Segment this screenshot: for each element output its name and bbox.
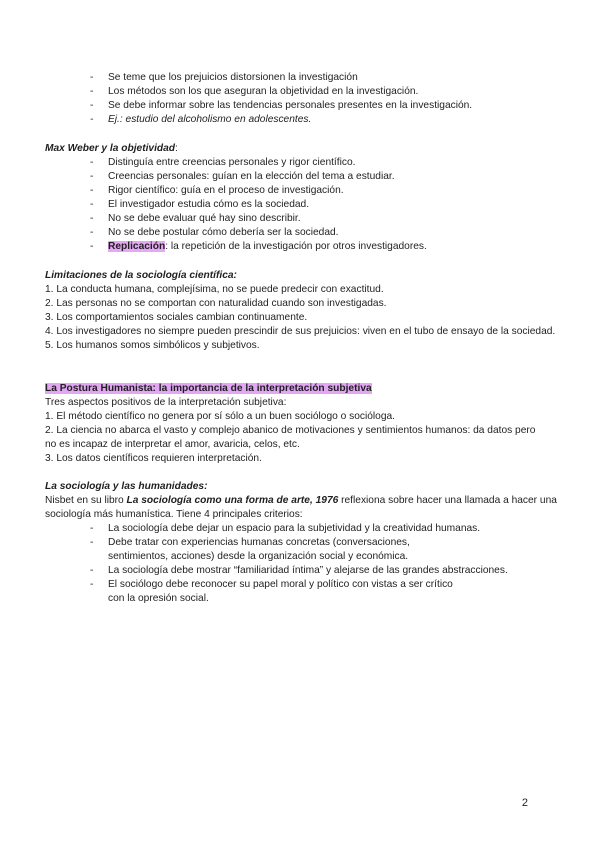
humanist-item: 3. Los datos científicos requieren interpretación. bbox=[45, 453, 262, 464]
list-item: - La sociología debe dejar un espacio para la subjetividad y la creatividad humanas. bbox=[45, 522, 565, 536]
humanities-intro bbox=[45, 494, 560, 522]
list-item: - Se debe informar sobre las tendencias personales presentes en la investigación. bbox=[45, 99, 565, 113]
humanities-intro-prefix: Nisbet en su libro bbox=[45, 495, 127, 506]
weber-heading bbox=[45, 142, 565, 156]
list-item: - Distinguía entre creencias personales y rigor científico. bbox=[45, 156, 565, 170]
humanist-section bbox=[45, 382, 565, 466]
list-item: - Debe tratar con experiencias humanas concretas (conversaciones, sentimientos, acciones) desde la organización social y económica. bbox=[45, 536, 468, 564]
list-item: - Se teme que los prejuicios distorsionen la investigación bbox=[45, 71, 565, 85]
humanist-item: 2. La ciencia no abarca el vasto y complejo abanico de motivaciones y sentimientos humanos: da datos pero no es incapaz de interpretar el amor, avaricia, celos, etc. bbox=[45, 425, 536, 450]
limitation-item: 4. Los investigadores no siempre pueden prescindir de sus prejuicios: viven en el tubo de ensayo de la sociedad. bbox=[45, 326, 556, 337]
weber-list bbox=[45, 156, 565, 254]
list-item: - Creencias personales: guían en la elección del tema a estudiar. bbox=[45, 170, 565, 184]
limitations-section bbox=[45, 269, 565, 353]
list-item: - Rigor científico: guía en el proceso de investigación. bbox=[45, 184, 565, 198]
humanities-list bbox=[45, 522, 565, 606]
weber-heading-colon: : bbox=[175, 143, 178, 154]
objectivity-list-block bbox=[45, 71, 565, 127]
list-item: - El sociólogo debe reconocer su papel moral y político con vistas a ser crítico con la opresión social. bbox=[45, 578, 468, 606]
humanities-section bbox=[45, 480, 565, 606]
book-title: La sociología como una forma de arte, 1976 bbox=[126, 495, 339, 506]
limitation-item: 5. Los humanos somos simbólicos y subjetivos. bbox=[45, 340, 260, 351]
humanist-item: 1. El método científico no genera por sí sólo a un buen sociólogo o socióloga. bbox=[45, 411, 395, 422]
humanities-heading: La sociología y las humanidades: bbox=[45, 481, 208, 492]
humanities-intro-suffix: reflexiona sobre hacer una llamada a hacer una sociología más humanística. Tiene 4 principales criterios: bbox=[45, 495, 557, 520]
list-item-replication bbox=[45, 240, 565, 254]
list-item: - El investigador estudia cómo es la sociedad. bbox=[45, 198, 565, 212]
limitations-heading: Limitaciones de la sociología científica: bbox=[45, 270, 237, 281]
limitation-item: 3. Los comportamientos sociales cambian continuamente. bbox=[45, 312, 308, 323]
list-item: - Los métodos son los que aseguran la objetividad en la investigación. bbox=[45, 85, 565, 99]
weber-section bbox=[45, 142, 565, 254]
list-item: - No se debe postular cómo debería ser la sociedad. bbox=[45, 226, 565, 240]
humanist-heading bbox=[45, 382, 565, 396]
humanist-intro: Tres aspectos positivos de la interpretación subjetiva: bbox=[45, 397, 287, 408]
list-item: - No se debe evaluar qué hay sino describir. bbox=[45, 212, 565, 226]
replication-term: Replicación bbox=[108, 241, 166, 252]
limitation-item: 2. Las personas no se comportan con naturalidad cuando son investigadas. bbox=[45, 298, 387, 309]
humanist-heading-text: La Postura Humanista: la importancia de la interpretación subjetiva bbox=[45, 383, 372, 394]
list-item-example: - Ej.: estudio del alcoholismo en adolescentes. bbox=[45, 113, 565, 127]
replication-text: : la repetición de la investigación por otros investigadores. bbox=[165, 241, 427, 252]
objectivity-list bbox=[45, 71, 565, 127]
limitation-item: 1. La conducta humana, complejísima, no se puede predecir con exactitud. bbox=[45, 284, 384, 295]
page-number: 2 bbox=[521, 797, 528, 809]
weber-heading-text: Max Weber y la objetividad bbox=[45, 143, 176, 154]
list-item: - La sociología debe mostrar “familiaridad íntima” y alejarse de las grandes abstracciones. bbox=[45, 564, 565, 578]
